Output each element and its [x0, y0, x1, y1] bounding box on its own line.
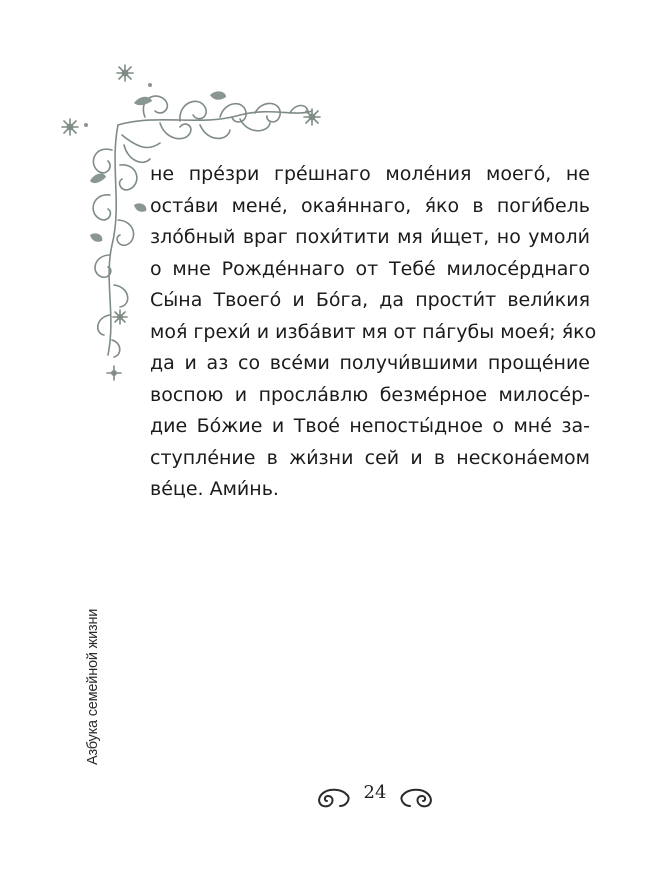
text-line: о мне Рожде́ннаго от Тебе́ милосе́рднаго	[150, 257, 590, 280]
text-line: не пре́зри гре́шнаго моле́ния моего́, не	[150, 163, 590, 185]
page-number: 24	[363, 782, 387, 803]
text-line: ступле́ние в жи́зни сей и в нескона́емом	[150, 446, 590, 469]
text-line: дие Бо́жие и Твое́ непосты́дное о мне́ за-	[150, 415, 590, 437]
prayer-text	[150, 159, 597, 506]
scroll-flourish-right-icon	[398, 784, 438, 810]
text-line: Сы́на Твоего́ и Бо́га, да прости́т вели́кия	[150, 289, 590, 311]
page-footer	[310, 778, 440, 818]
text-line: моя́ грехи́ и изба́вит мя от па́губы моея́; я́ко	[150, 320, 597, 343]
text-line: воспою и просла́влю безме́рное милосе́р-	[150, 383, 590, 406]
text-line: ве́це. Ами́нь.	[150, 478, 279, 500]
running-title: Азбука семейной жизни	[85, 608, 101, 765]
text-line: зло́бный враг похи́тити мя и́щет, но умоли́	[150, 226, 590, 248]
scroll-flourish-left-icon	[312, 784, 352, 810]
text-line: да и аз со все́ми получи́вшими проще́ние	[150, 352, 590, 374]
text-line: оста́ви мене́, окая́ннаго, я́ко в поги́бель	[150, 194, 590, 217]
